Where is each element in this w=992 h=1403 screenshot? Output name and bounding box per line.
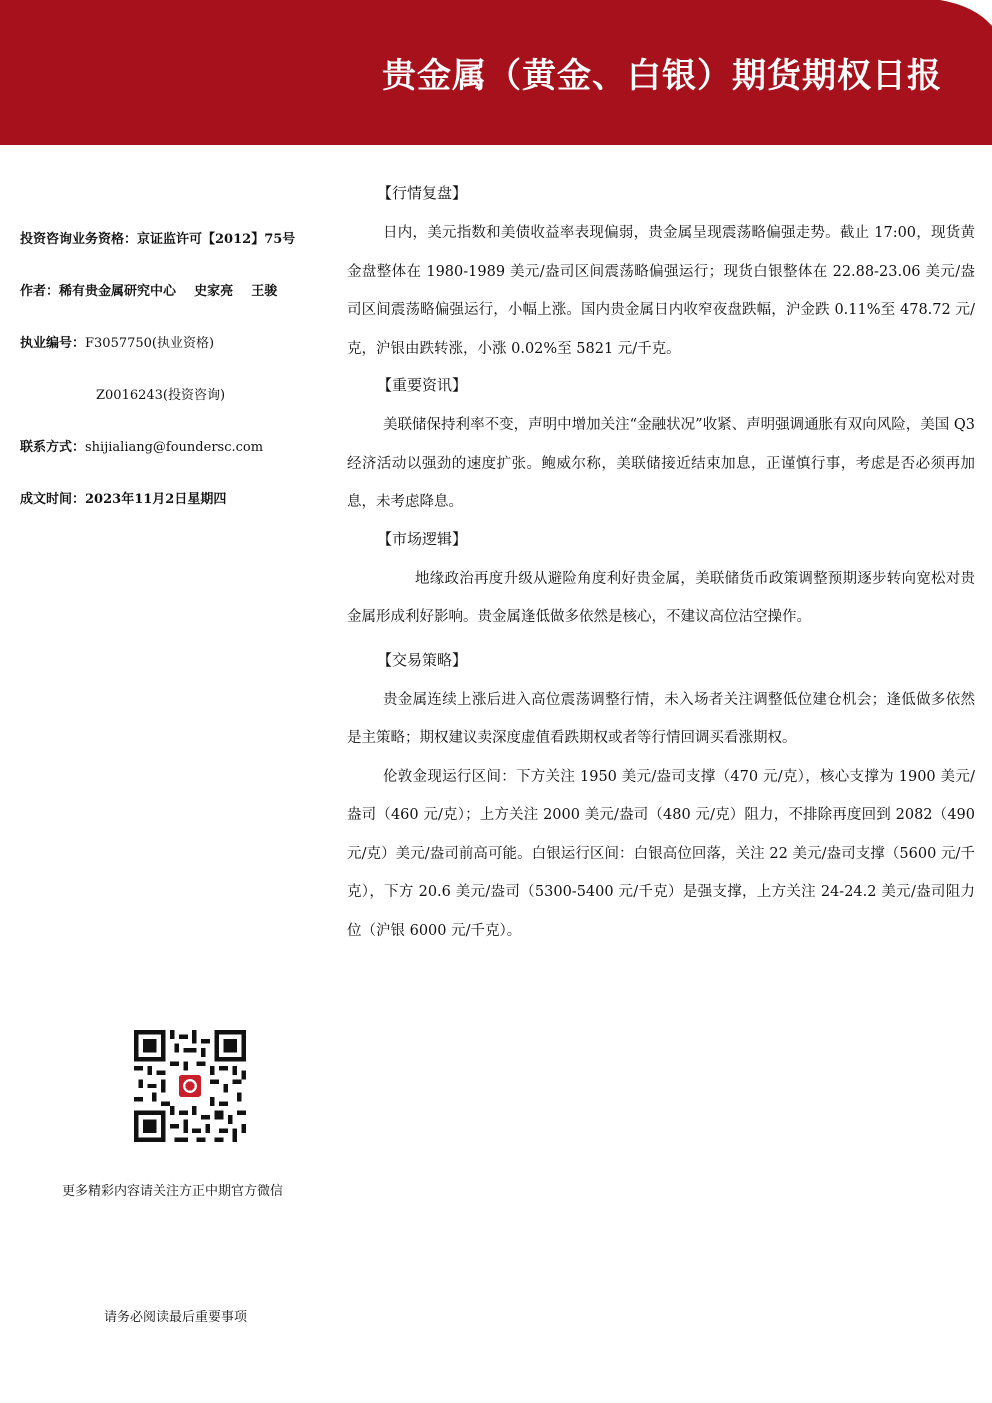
license-value-2: Z0016243(投资咨询) [96, 388, 226, 403]
qualification-label: 投资咨询业务资格： [20, 232, 138, 247]
license-line [20, 334, 330, 386]
strategy-paragraph-2: 伦敦金现运行区间：下方关注 1950 美元/盎司支撑（470 元/克），核心支撑为 1900 美元/盎司（460 元/克）；上方关注 2000 美元/盎司（480 元/克）阻力，不排除再度回到 2082（490 元/克）美元/盎司前高可能。白银运行区间：白银高位回落，关注 22 美元/盎司支撑（5600 元/千克），下方 20.6 美元/盎司（5300-5400 元/千克）是强支撑，上方关注 24-24.2 美元/盎司阻力位（沪银 6000 元/千克）。 [347, 768, 975, 939]
date-value: 2023年11月2日星期四 [85, 492, 227, 507]
author-value: 稀有贵金属研究中心 史家亮 王骏 [59, 284, 278, 299]
author-line [20, 282, 330, 334]
contact-label: 联系方式： [20, 440, 86, 455]
date-line [20, 490, 330, 542]
news-paragraph: 美联储保持利率不变，声明中增加关注“金融状况”收紧、声明强调通胀有双向风险，美国 Q3 经济活动以强劲的速度扩张。鲍威尔称，美联储接近结束加息，正谨慎行事，考虑是否必须再加息，未考虑降息。 [347, 417, 975, 510]
section-heading-review: 【行情复盘】 [377, 184, 468, 202]
section-heading-strategy: 【交易策略】 [377, 650, 468, 669]
qualification-value: 京证监许可【2012】75号 [137, 232, 296, 247]
report-body [347, 176, 975, 950]
strategy-paragraph-1: 贵金属连续上涨后进入高位震荡调整行情，未入场者关注调整低位建仓机会；逢低做多依然是主策略；期权建议卖深度虚值看跌期权或者等行情回调买看涨期权。 [347, 691, 975, 746]
report-title: 贵金属（黄金、白银）期货期权日报 [382, 56, 942, 96]
license-label: 执业编号： [20, 336, 86, 351]
date-label: 成文时间： [20, 492, 86, 507]
qualification-line [20, 230, 330, 282]
author-label: 作者： [20, 284, 60, 299]
contact-email[interactable]: shijialiang@foundersc.com [85, 440, 264, 455]
contact-line [20, 438, 330, 490]
header-banner [0, 0, 992, 145]
wechat-qr-code[interactable] [134, 1030, 246, 1142]
section-heading-news: 【重要资讯】 [377, 376, 468, 394]
license-value-1: F3057750(执业资格) [85, 336, 215, 351]
section-heading-logic: 【市场逻辑】 [377, 529, 468, 548]
license-line-2 [20, 386, 330, 438]
review-paragraph: 日内，美元指数和美债收益率表现偏弱，贵金属呈现震荡略偏强走势。截止 17:00，现货黄金盘整体在 1980-1989 美元/盎司区间震荡略偏强运行；现货白银整体在 22.88-23.06 美元/盎司区间震荡略偏强运行，小幅上涨。国内贵金属日内收窄夜盘跌幅，沪金跌 0.11%至 478.72 元/克，沪银由跌转涨，小涨 0.02%至 5821 元/千克。 [347, 225, 975, 357]
qr-caption: 更多精彩内容请关注方正中期官方微信 [62, 1184, 284, 1199]
sidebar [20, 230, 330, 542]
logic-paragraph: 地缘政治再度升级从避险角度利好贵金属，美联储货币政策调整预期逐步转向宽松对贵金属形成利好影响。贵金属逢低做多依然是核心，不建议高位沽空操作。 [347, 570, 975, 625]
important-notice: 请务必阅读最后重要事项 [104, 1310, 248, 1325]
